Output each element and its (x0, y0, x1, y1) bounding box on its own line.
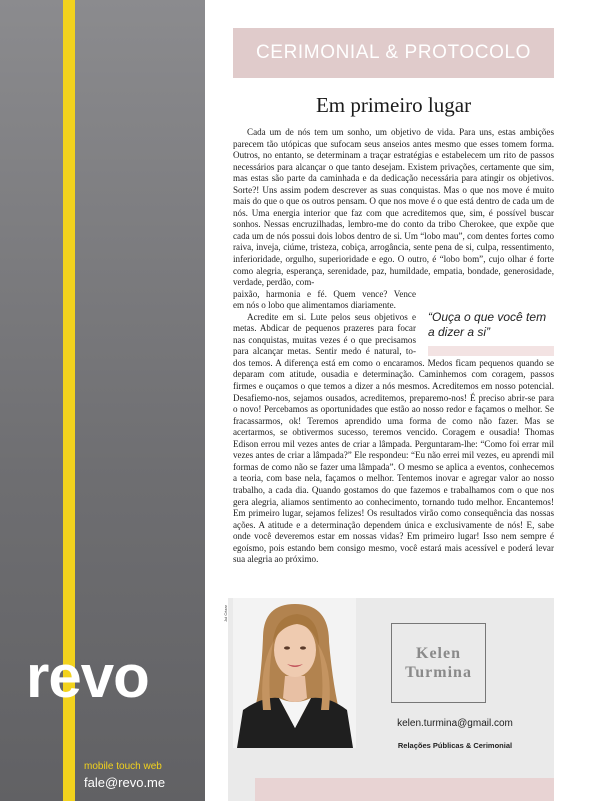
footer-accent-bar (255, 778, 554, 801)
article-paragraph: Cada um de nós tem um sonho, um objetivo de vida. Para uns, estas ambições parecem tão utópicas que sufocam seus anseios antes mesmo que esses tomem forma. Outros, no entanto, se determinam a traçar estratégias e estabelecem um rito de passos necessários para alcançar o que tanto desejam. Existem privações, certamente que sim, mas estas são parte da caminhada e da dedicação necessária para atingir os objetivos. Sorte?! Uns assim podem descrever as suas conquistas. Mas o que nos move é muito mais do que o que os outros pensam. O que nos move é o que está dentro de cada um de nós. Uma energia interior que faz com que acreditemos que, sim, é possível buscar sonhos. Nessas encruzilhadas, lembro-me do conto da tribo Cherokee, que expõe que cada um de nós possui dois lobos dentro de si. Um “lobo mau”, com dentes fortes como raiva, inveja, ciúme, tristeza, cobiça, arrogância, sente pena de si, culpa, ressentimento, inferioridade, orgulho, superioridade e ego. O outro, é “lobo bom”, cujo olhar é forte como alegria, esperança, serenidade, paz, humildade, empatia, bondade, generosidade, verdade, perdão, com- (233, 127, 554, 288)
article-paragraph: dos temos. A diferença está em como o encaramos. Medos ficam pequenos quando se deparam com atitude, ousadia e determinação. Caminhemos com coragem, passos firmes e ouçamos o que temos a dizer a nós mesmos. Acreditemos em nosso potencial. Desafiemo-nos, sejamos ousados, acreditemos, preparemo-nos! É preciso abrir-se para o novo! Percebamos as oportunidades que estão ao nosso redor e façamos o melhor. Se fracassarmos, ok! Teremos aprendido uma forma de como não fazer. Mas se acertarmos, se obtivermos sucesso, teremos vencido. Coragem e ousadia! Thomas Edison errou mil vezes antes de criar a lâmpada. Perguntaram-lhe: “Como foi errar mil vezes antes de criar a lâmpada?” Ele respondeu: “Eu não errei mil vezes, eu aprendi mil formas de como não se fazer uma lâmpada”. O mesmo se aplica a eventos, conhecemos a teoria, com base nela, façamos o melhor. Tentemos inovar e agregar valor ao nosso trabalho, a cada dia. Quando gostamos do que fazemos e trabalhamos com o que nos gera alegria, aliamos sentimento ao conhecimento, tornando tudo melhor. Encantemos! Em primeiro lugar, sejamos felizes! Os resultados virão como consequência das nossas ações. A atitude e a determinação dependem única e exclusivamente de nós! E, sabe onde você deveremos estar em nossas vidas? Em primeiro lugar! Isso nem sempre é egoísmo, pois estando bem consigo mesmo, você estará mais acessível e poderá levar sua alegria ao próximo. (233, 357, 554, 565)
revo-email-link[interactable]: fale@revo.me (84, 775, 166, 790)
author-role: Relações Públicas & Cerimonial (397, 741, 513, 750)
article-line: Acredite em si. Lute pelos seus objetivos e (247, 311, 416, 322)
article-line: nas conquistas, muitas vezes é o que precisamos (233, 334, 416, 345)
author-photo (233, 598, 356, 748)
author-email-link[interactable]: kelen.turmina@gmail.com (397, 718, 513, 729)
author-last-name: Turmina (405, 664, 472, 681)
author-portrait-image (233, 598, 356, 748)
pull-quote: “Ouça o que você tem a dizer a si” (428, 310, 547, 339)
pull-quote-bar (428, 346, 554, 356)
revo-tagline: mobile touch web (84, 761, 162, 772)
article-line: para alcançar metas. Sentir medo é natural, to- (233, 346, 416, 357)
revo-logo: revo (26, 643, 149, 710)
article-line: paixão, harmonia e fé. Quem vence? Vence (233, 288, 416, 299)
article-line: metas. Abdicar de pequenos prazeres para focar (233, 323, 416, 334)
author-name-box (391, 623, 486, 703)
section-header: CERIMONIAL & PROTOCOLO (233, 28, 554, 78)
author-first-name: Kelen (416, 645, 461, 662)
photo-credit: Jul Cézar (223, 605, 228, 622)
article-title: Em primeiro lugar (315, 93, 472, 117)
article-line: em nós o lobo que alimentamos diariamente. (233, 300, 396, 311)
